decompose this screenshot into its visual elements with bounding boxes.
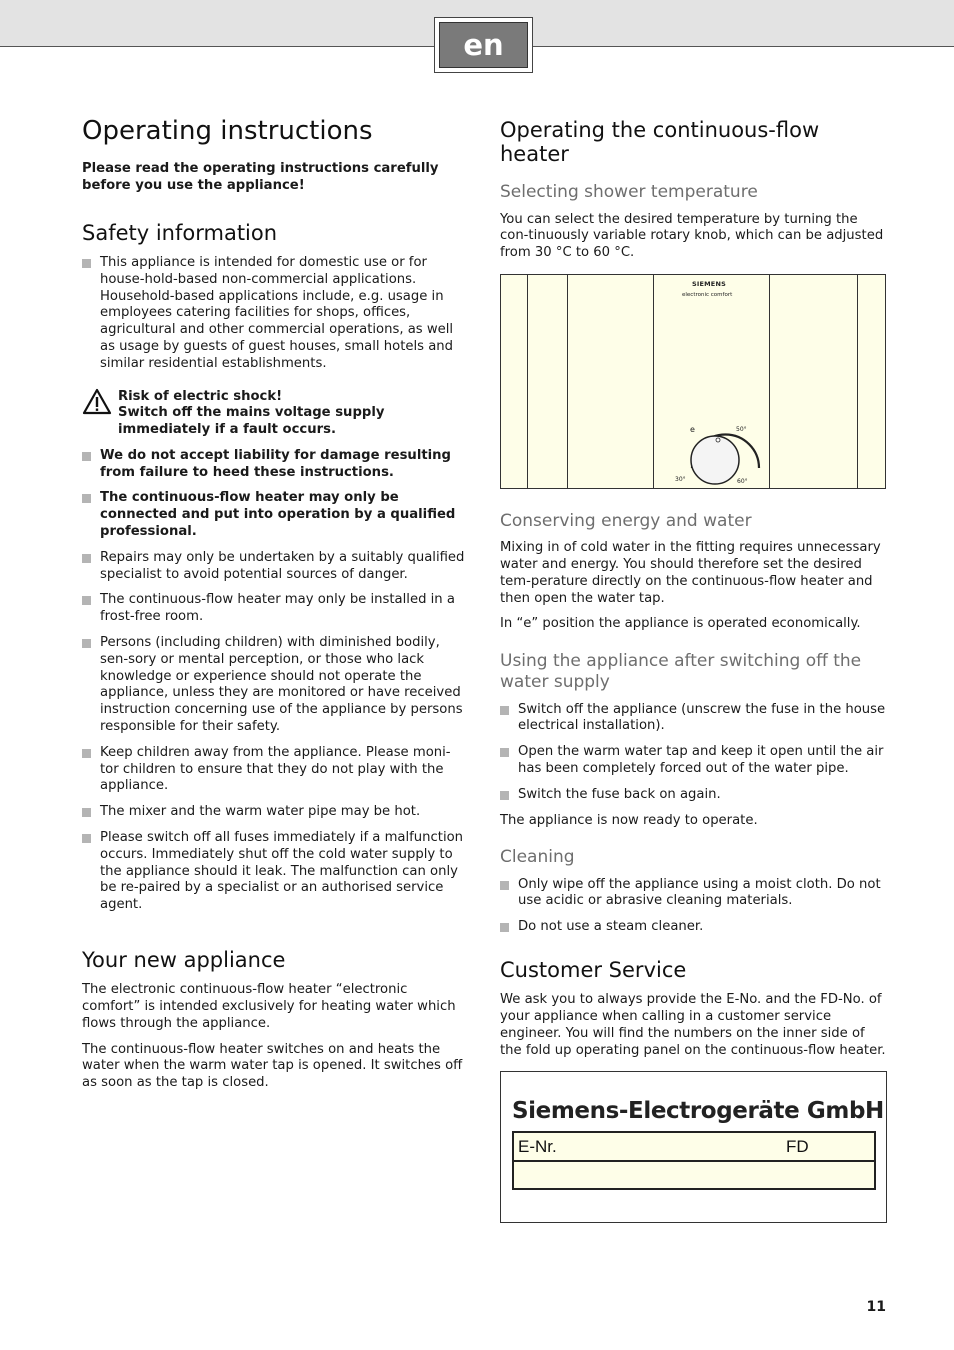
list-item: We do not accept liability for damage resulting from failure to heed these instructions. xyxy=(82,448,466,482)
warning-text: Switch off the mains voltage supply immediately if a fault occurs. xyxy=(118,405,385,438)
page-title: Operating instructions xyxy=(82,116,373,146)
conserving-heading: Conserving energy and water xyxy=(500,510,752,531)
list-item: Switch off the appliance (unscrew the fuse in the house electrical installation). xyxy=(500,702,887,736)
list-item: Only wipe off the appliance using a moist cloth. Do not use acidic or abrasive cleaning materials. xyxy=(500,877,887,911)
dial-60-label: 60° xyxy=(737,477,748,485)
temperature-dial-icon xyxy=(501,275,887,490)
electric-shock-warning xyxy=(82,389,466,439)
list-item: Persons (including children) with diminished bodily, sen-sory or mental perception, or those who lack knowledge or experience should not operate the appliance, unless they are monitored or have received instruction concerning use of the appliance by persons responsible for their safety. xyxy=(82,635,466,736)
plate-number-table xyxy=(512,1131,876,1190)
model-label: electronic comfort xyxy=(682,291,733,298)
brand-label: SIEMENS xyxy=(692,279,726,288)
after-switch-list xyxy=(500,702,887,804)
bullet-square-icon xyxy=(500,791,509,800)
dial-50-label: 50° xyxy=(736,425,747,433)
e-nr-label: E-Nr. xyxy=(518,1137,557,1157)
operating-heading: Operating the continuous-flow heater xyxy=(500,118,820,167)
bullet-square-icon xyxy=(82,749,91,758)
warning-title: Risk of electric shock! xyxy=(118,388,283,404)
language-badge-label: en xyxy=(439,22,528,68)
safety-list-continued xyxy=(82,448,466,914)
new-appliance-para-1: The electronic continuous-flow heater “electronic comfort” is intended exclusively for heating water which flows through the appliance. xyxy=(82,982,456,1031)
bullet-square-icon xyxy=(500,748,509,757)
list-item: Do not use a steam cleaner. xyxy=(500,919,887,936)
language-badge xyxy=(434,17,533,73)
right-column xyxy=(500,118,887,1223)
shower-temp-heading: Selecting shower temperature xyxy=(500,182,758,203)
list-item: The continuous-flow heater may only be installed in a frost-free room. xyxy=(82,592,466,626)
bullet-square-icon xyxy=(82,834,91,843)
customer-service-heading: Customer Service xyxy=(500,958,687,983)
left-column xyxy=(82,116,466,1101)
bullet-square-icon xyxy=(500,706,509,715)
shower-temp-text: You can select the desired temperature by turning the con-tinuously variable rotary knob, which can be adjusted from 30 °C to 60 °C. xyxy=(500,211,884,261)
list-item: Open the warm water tap and keep it open until the air has been completely forced out of the water pipe. xyxy=(500,744,887,778)
bullet-square-icon xyxy=(82,554,91,563)
list-item: Keep children away from the appliance. Please moni-tor children to ensure that they do not play with the appliance. xyxy=(82,745,466,795)
list-item: Repairs may only be undertaken by a suitably qualified specialist to avoid potential sources of danger. xyxy=(82,550,466,584)
heater-front-diagram xyxy=(500,274,886,489)
dial-30-label: 30° xyxy=(675,475,686,483)
list-item: The mixer and the warm water pipe may be hot. xyxy=(82,804,466,821)
cleaning-heading: Cleaning xyxy=(500,847,575,868)
bullet-square-icon xyxy=(82,494,91,503)
conserving-para-2: In “e” position the appliance is operated economically. xyxy=(500,616,861,632)
bullet-square-icon xyxy=(82,596,91,605)
list-item: Switch the fuse back on again. xyxy=(500,787,887,804)
rating-plate-diagram xyxy=(500,1071,887,1223)
bullet-square-icon xyxy=(82,452,91,461)
dial-e-label: e xyxy=(690,424,695,434)
list-item: Please switch off all fuses immediately if a malfunction occurs. Immediately shut off the cold water supply to the appliance should it leak. The malfunction can only be re-paired by a specialist or an authorised service agent. xyxy=(82,830,466,914)
page-number: 11 xyxy=(866,1299,886,1315)
new-appliance-para-2: The continuous-flow heater switches on and heats the water when the warm water tap is opened. It switches off as soon as the tap is closed. xyxy=(82,1041,463,1091)
bullet-square-icon xyxy=(500,923,509,932)
conserving-para-1: Mixing in of cold water in the fitting requires unnecessary water and energy. You should therefore set the desired tem-perature directly on the continuous-flow heater and then open the water tap. xyxy=(500,540,881,606)
safety-heading: Safety information xyxy=(82,220,278,245)
after-switch-heading: Using the appliance after switching off the water supply xyxy=(500,651,862,693)
fd-label: FD xyxy=(786,1137,809,1157)
cleaning-list xyxy=(500,877,887,936)
plate-company-name: Siemens-Electrogeräte GmbH xyxy=(512,1098,884,1125)
bullet-square-icon xyxy=(82,808,91,817)
intro-text: Please read the operating instructions carefully before you use the appliance! xyxy=(82,161,439,193)
bullet-square-icon xyxy=(500,881,509,890)
bullet-square-icon xyxy=(82,639,91,648)
new-appliance-heading: Your new appliance xyxy=(82,948,286,973)
list-item: This appliance is intended for domestic use or for house-hold-based non-commercial applications. Household-based applications include, e.g. usage in employees catering facilities for shops, offices, agricultural and other commercial operations, as well as usage by guests of guest houses, small hotels and similar residential establishments. xyxy=(82,255,466,373)
list-item: The continuous-flow heater may only be connected and put into operation by a qualified professional. xyxy=(82,490,466,540)
warning-triangle-icon xyxy=(82,388,112,415)
ready-text: The appliance is now ready to operate. xyxy=(500,812,758,828)
bullet-square-icon xyxy=(82,259,91,268)
table-divider xyxy=(514,1160,874,1162)
customer-service-text: We ask you to always provide the E-No. and the FD-No. of your appliance when calling in a customer service engineer. You will find the numbers on the inner side of the fold up operating panel on the continuous-flow heater. xyxy=(500,992,886,1058)
safety-list xyxy=(82,255,466,373)
